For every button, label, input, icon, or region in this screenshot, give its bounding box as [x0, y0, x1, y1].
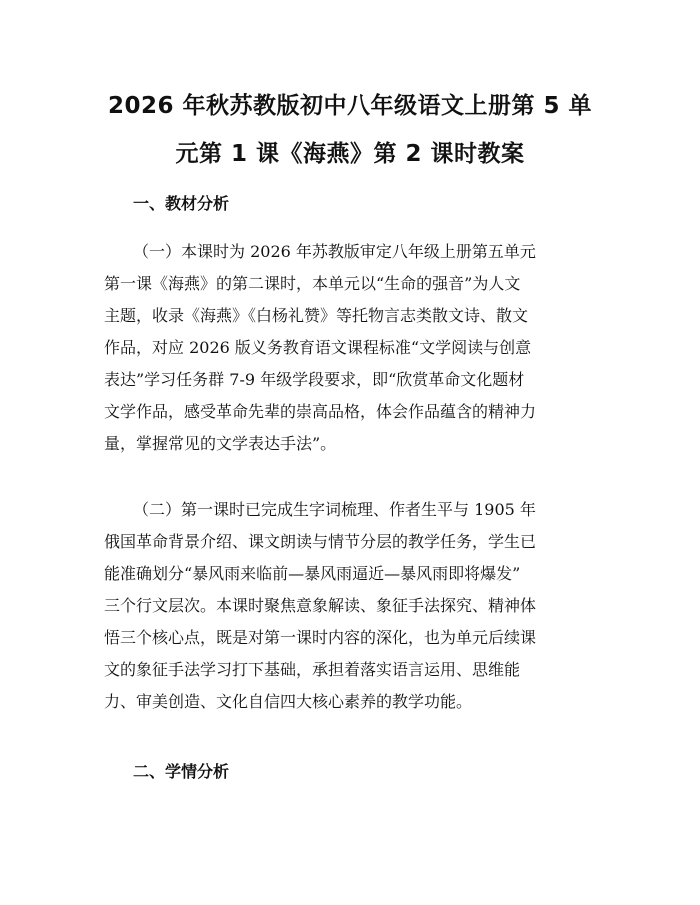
title-line: 元第 1 课《海燕》第 2 课时教案	[175, 141, 525, 167]
paragraph-line: （二）第一课时已完成生字词梳理、作者生平与 1905 年	[133, 500, 536, 519]
document-title	[90, 82, 610, 178]
paragraph-line: 表达”学习任务群 7-9 年级学段要求，即“欣赏革命文化题材	[104, 370, 525, 389]
paragraph-textbook-analysis-1	[104, 236, 604, 460]
paragraph-line: （一）本课时为 2026 年苏教版审定八年级上册第五单元	[133, 242, 536, 261]
paragraph-line: 能准确划分“暴风雨来临前—暴风雨逼近—暴风雨即将爆发”	[104, 564, 521, 583]
paragraph-line: 第一课《海燕》的第二课时，本单元以“生命的强音”为人文	[104, 274, 521, 293]
paragraph-line: 三个行文层次。本课时聚焦意象解读、象征手法探究、精神体	[104, 596, 537, 615]
paragraph-line: 量，掌握常见的文学表达手法”。	[104, 434, 337, 453]
paragraph-line: 文的象征手法学习打下基础，承担着落实语言运用、思维能	[104, 660, 521, 679]
section-heading-textbook-analysis: 一、教材分析	[133, 194, 230, 213]
paragraph-line: 悟三个核心点，既是对第一课时内容的深化，也为单元后续课	[104, 628, 537, 647]
paragraph-line: 俄国革命背景介绍、课文朗读与情节分层的教学任务，学生已	[104, 532, 537, 551]
paragraph-line: 作品，对应 2026 版义务教育语文课程标准“文学阅读与创意	[104, 338, 532, 357]
title-line: 2026 年秋苏教版初中八年级语文上册第 5 单	[107, 93, 593, 119]
paragraph-line: 主题，收录《海燕》《白杨礼赞》等托物言志类散文诗、散文	[104, 306, 529, 325]
paragraph-line: 文学作品，感受革命先辈的崇高品格，体会作品蕴含的精神力	[104, 402, 537, 421]
paragraph-textbook-analysis-2	[104, 494, 604, 718]
paragraph-line: 力、审美创造、文化自信四大核心素养的教学功能。	[104, 692, 473, 711]
section-heading-learner-analysis: 二、学情分析	[133, 762, 230, 781]
